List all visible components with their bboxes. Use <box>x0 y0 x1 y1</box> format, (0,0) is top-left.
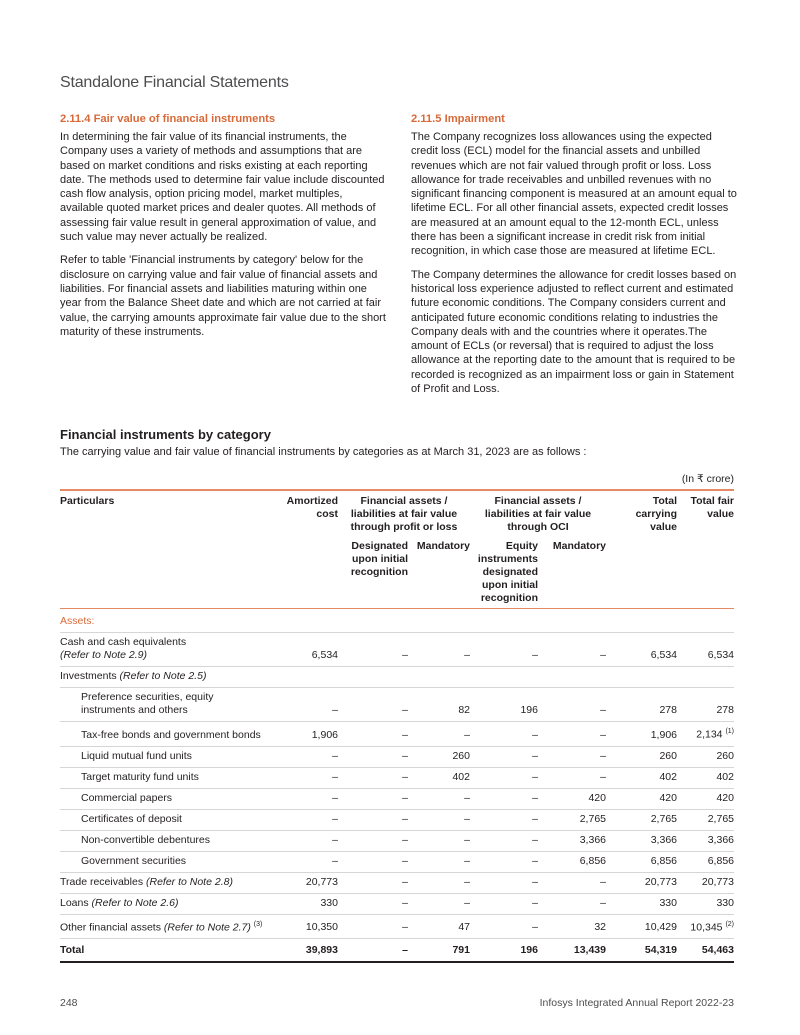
row-value-text: 278 <box>659 704 677 716</box>
row-value <box>408 788 470 809</box>
row-note: (Refer to Note 2.8) <box>146 875 233 888</box>
row-value <box>677 688 734 722</box>
row-label-text: Non-convertible debentures <box>81 833 210 846</box>
header-mandatory-2: Mandatory <box>538 540 606 609</box>
row-value <box>338 688 408 722</box>
row-value-text: 10,429 <box>644 921 677 933</box>
table-row <box>60 788 734 809</box>
row-value-text: 20,773 <box>644 875 677 888</box>
row-value-text: – <box>332 812 338 825</box>
row-value-text: – <box>332 791 338 804</box>
row-value <box>606 788 677 809</box>
row-label-text: Government securities <box>81 854 187 867</box>
row-value-text: – <box>532 812 538 825</box>
row-value <box>677 746 734 767</box>
row-value-text: 2,134 <box>696 728 723 741</box>
row-value-text: – <box>332 770 338 783</box>
row-value <box>606 893 677 914</box>
header-fvtpl: Financial assets / liabilities at fair value through profit or loss <box>350 495 458 533</box>
row-value-text: 2,765 <box>579 812 606 825</box>
row-value-text: – <box>402 896 408 909</box>
row-value-text: – <box>464 896 470 909</box>
row-label-text: Certificates of deposit <box>81 812 182 825</box>
row-value-text: 1,906 <box>311 728 338 741</box>
table-row <box>60 688 734 722</box>
table-subtitle: The carrying value and fair value of financial instruments by categories as at March 31, 2023 are as follows : <box>60 446 587 458</box>
total-value: 791 <box>408 939 470 963</box>
row-label-text: Commercial papers <box>81 791 173 804</box>
row-value-text: – <box>600 704 606 716</box>
row-value-text: – <box>464 833 470 846</box>
row-value <box>470 767 538 788</box>
row-value <box>677 851 734 872</box>
table-row <box>60 872 734 893</box>
row-value-text: – <box>332 833 338 846</box>
total-label: Total <box>60 939 282 963</box>
row-value-text: 10,345 <box>690 921 723 933</box>
row-value-text: – <box>532 770 538 783</box>
row-label-text: Tax-free bonds and government bonds <box>81 728 261 741</box>
row-value-text: 420 <box>659 791 677 804</box>
row-label <box>60 893 282 914</box>
row-value-text: – <box>402 854 408 867</box>
unit-label: (In ₹ crore) <box>681 473 734 485</box>
row-label-text: Preference securities, equity instruments and others <box>81 691 214 716</box>
row-label <box>60 633 282 667</box>
table-row <box>60 722 734 747</box>
row-value-text: – <box>464 791 470 804</box>
table-row <box>60 914 734 939</box>
total-value: 54,319 <box>606 939 677 963</box>
row-value <box>470 722 538 747</box>
row-value <box>677 722 734 747</box>
row-value <box>470 830 538 851</box>
row-value-text: – <box>532 649 538 661</box>
impairment-heading: 2.11.5 Impairment <box>411 113 505 125</box>
row-value-text: – <box>532 791 538 804</box>
row-value-text: – <box>464 728 470 741</box>
row-note: (Refer to Note 2.9) <box>60 649 147 661</box>
row-value <box>677 809 734 830</box>
total-value: 39,893 <box>282 939 338 963</box>
row-value-text: – <box>532 875 538 888</box>
row-value-text: 47 <box>458 921 470 933</box>
row-value <box>282 788 338 809</box>
row-value <box>338 809 408 830</box>
row-value <box>606 767 677 788</box>
row-value <box>470 788 538 809</box>
total-value: – <box>338 939 408 963</box>
row-value <box>606 722 677 747</box>
header-total-fair: Total fair value <box>690 495 734 520</box>
row-value-text: – <box>402 921 408 933</box>
row-value <box>677 767 734 788</box>
row-value <box>408 872 470 893</box>
row-value-text: 278 <box>716 704 734 716</box>
row-value-text: 260 <box>716 749 734 762</box>
row-value <box>338 830 408 851</box>
header-blank-4 <box>677 540 734 609</box>
row-value-text: 6,856 <box>707 854 734 867</box>
row-label-text: Trade receivables <box>60 875 144 888</box>
row-value-text: 32 <box>594 921 606 933</box>
row-label-text: Loans <box>60 896 89 909</box>
row-value-text: – <box>402 649 408 661</box>
row-value-text: 402 <box>716 770 734 783</box>
row-value <box>538 633 606 667</box>
row-value-text: 6,534 <box>707 649 734 661</box>
row-value <box>408 767 470 788</box>
row-value <box>470 851 538 872</box>
header-particulars: Particulars <box>60 495 115 507</box>
row-label-text: Cash and cash equivalents <box>60 636 187 648</box>
row-note: (Refer to Note 2.5) <box>119 670 207 682</box>
fair-value-section <box>60 113 386 348</box>
row-label <box>60 830 282 851</box>
row-label-text: Other financial assets <box>60 921 161 933</box>
row-value <box>677 914 734 939</box>
row-value <box>606 809 677 830</box>
row-value-text: 1,906 <box>650 728 677 741</box>
row-value-text: 20,773 <box>305 875 338 888</box>
row-value-text: – <box>332 854 338 867</box>
row-value <box>282 722 338 747</box>
header-designated: Designated upon initial recognition <box>338 540 408 609</box>
table-row <box>60 809 734 830</box>
row-label <box>60 851 282 872</box>
row-value <box>338 788 408 809</box>
header-equity-designated: Equity instruments designated upon initial recognition <box>470 540 538 609</box>
row-value <box>282 746 338 767</box>
row-value-text: 2,765 <box>650 812 677 825</box>
header-amortized-cost: Amortized cost <box>286 495 338 520</box>
row-value-text: – <box>464 875 470 888</box>
row-value <box>408 893 470 914</box>
row-value-text: 330 <box>659 896 677 909</box>
row-value-text: 2,765 <box>707 812 734 825</box>
row-value-text: 6,534 <box>650 649 677 661</box>
row-value <box>282 767 338 788</box>
total-value: 54,463 <box>677 939 734 963</box>
row-value-text: – <box>464 854 470 867</box>
row-value-text: 3,366 <box>650 833 677 846</box>
table-row <box>60 667 734 688</box>
row-value-text: 3,366 <box>707 833 734 846</box>
row-value <box>538 688 606 722</box>
row-value-text: – <box>402 749 408 762</box>
row-value <box>677 893 734 914</box>
row-value-text: – <box>532 728 538 741</box>
row-value <box>282 830 338 851</box>
row-value <box>538 767 606 788</box>
row-value <box>338 722 408 747</box>
row-value <box>338 633 408 667</box>
total-value: 196 <box>470 939 538 963</box>
row-value-text: – <box>532 854 538 867</box>
row-value <box>282 633 338 667</box>
row-value <box>470 872 538 893</box>
row-value <box>408 746 470 767</box>
header-mandatory-1: Mandatory <box>408 540 470 609</box>
table-title: Financial instruments by category <box>60 427 271 442</box>
row-value-text: 20,773 <box>701 875 734 888</box>
header-blank-1 <box>60 540 282 609</box>
row-footnote-marker: (3) <box>253 920 263 928</box>
row-value-text: – <box>600 875 606 888</box>
row-value <box>606 851 677 872</box>
row-value <box>538 893 606 914</box>
value-footnote-marker: (2) <box>725 920 734 928</box>
row-value <box>408 633 470 667</box>
row-value <box>470 809 538 830</box>
row-value-text: – <box>332 749 338 762</box>
row-label <box>60 667 734 688</box>
row-value-text: – <box>402 791 408 804</box>
header-total-carrying: Total carrying value <box>635 495 677 533</box>
row-value <box>538 830 606 851</box>
row-label-text: Target maturity fund units <box>81 770 199 783</box>
row-value-text: 10,350 <box>305 921 338 933</box>
row-value <box>606 830 677 851</box>
row-value <box>282 914 338 939</box>
row-value-text: 6,856 <box>579 854 606 867</box>
table-row <box>60 633 734 667</box>
row-label <box>60 722 282 747</box>
row-value <box>282 872 338 893</box>
fair-value-paragraph-1: In determining the fair value of its financial instruments, the Company uses a variety of methods and assumptions that are based on market conditions and risks existing at each reporting date. The methods used to determine fair value include discounted cash flow analysis, option pricing model, market multiples, available quoted market prices and dealer quotes. All methods of assessing fair value result in general approximation of value, and such value may never actually be realized. <box>60 131 385 244</box>
row-value <box>470 746 538 767</box>
row-value <box>282 851 338 872</box>
impairment-paragraph-2: The Company determines the allowance for credit losses based on historical loss experience adjusted to reflect current and estimated future economic conditions. The Company considers current and anticipated future economic conditions relating to industries the Company deals with and the countries where it operates.The amount of ECLs (or reversal) that is required to adjust the loss allowance at the reporting date to the amount that is required to be recorded is recognized as an impairment loss or gain in Statement of Profit and Loss. <box>411 268 737 396</box>
row-value <box>338 893 408 914</box>
total-value: 13,439 <box>538 939 606 963</box>
row-value <box>538 746 606 767</box>
row-value <box>606 872 677 893</box>
row-value <box>470 633 538 667</box>
header-blank-3 <box>606 540 677 609</box>
row-value-text: 6,534 <box>311 649 338 661</box>
row-value-text: – <box>532 896 538 909</box>
row-label <box>60 767 282 788</box>
row-value-text: 6,856 <box>650 854 677 867</box>
value-footnote-marker: (1) <box>725 728 734 735</box>
row-value-text: – <box>532 833 538 846</box>
row-value-text: – <box>600 749 606 762</box>
row-value <box>606 633 677 667</box>
row-value <box>338 746 408 767</box>
row-value-text: 3,366 <box>579 833 606 846</box>
page-number: 248 <box>60 997 78 1009</box>
table-row <box>60 767 734 788</box>
row-value-text: – <box>402 728 408 741</box>
row-value <box>282 688 338 722</box>
table-row <box>60 893 734 914</box>
total-row <box>60 939 734 963</box>
impairment-paragraph-1: The Company recognizes loss allowances using the expected credit loss (ECL) model for the financial assets and unbilled revenues which are not fair valued through profit or loss. Loss allowance for trade receivables and unbilled revenues with no significant financing component is measured at an amount equal to lifetime ECL. For all other financial assets, expected credit losses are measured at an amount equal to the 12-month ECL, unless there has been a significant increase in credit risk from initial recognition, in which case those are measured at lifetime ECL. <box>411 131 737 258</box>
row-value <box>338 851 408 872</box>
report-title: Infosys Integrated Annual Report 2022-23 <box>539 997 734 1009</box>
row-value <box>408 809 470 830</box>
row-value <box>408 851 470 872</box>
row-value <box>538 872 606 893</box>
financial-instruments-table <box>60 491 734 963</box>
row-value <box>338 914 408 939</box>
row-value-text: 82 <box>458 704 470 716</box>
row-value <box>338 767 408 788</box>
row-value <box>408 914 470 939</box>
row-label-text: Liquid mutual fund units <box>81 749 192 762</box>
row-note: (Refer to Note 2.6) <box>91 896 179 909</box>
row-value-text: 196 <box>520 704 538 716</box>
row-value-text: – <box>464 649 470 661</box>
row-value <box>538 851 606 872</box>
table-row <box>60 746 734 767</box>
row-value-text: – <box>464 812 470 825</box>
row-value-text: – <box>332 704 338 716</box>
row-value-text: – <box>600 896 606 909</box>
row-label <box>60 809 282 830</box>
table-row <box>60 830 734 851</box>
row-value <box>677 633 734 667</box>
row-value <box>408 830 470 851</box>
row-value <box>538 788 606 809</box>
row-value-text: – <box>402 770 408 783</box>
row-value <box>677 788 734 809</box>
row-value <box>677 830 734 851</box>
fair-value-heading: 2.11.4 Fair value of financial instruments <box>60 113 276 125</box>
row-value <box>538 809 606 830</box>
row-value <box>677 872 734 893</box>
row-value-text: – <box>600 728 606 741</box>
row-value-text: 330 <box>320 896 338 909</box>
row-label-text: Investments <box>60 670 117 682</box>
row-value-text: 420 <box>716 791 734 804</box>
header-fvoci: Financial assets / liabilities at fair value through OCI <box>484 495 592 533</box>
row-value-text: – <box>532 921 538 933</box>
row-value <box>470 688 538 722</box>
assets-row <box>60 609 734 633</box>
header-blank-2 <box>282 540 338 609</box>
row-value-text: – <box>402 833 408 846</box>
row-label <box>60 688 282 722</box>
row-value-text: – <box>532 749 538 762</box>
row-value <box>470 893 538 914</box>
row-label <box>60 788 282 809</box>
row-label <box>60 872 282 893</box>
row-value <box>606 688 677 722</box>
row-value-text: 260 <box>452 749 470 762</box>
row-value <box>338 872 408 893</box>
row-value <box>408 722 470 747</box>
impairment-section <box>411 113 737 405</box>
row-value-text: – <box>600 649 606 661</box>
fair-value-paragraph-2: Refer to table 'Financial instruments by category' below for the disclosure on carrying value and fair value of financial assets and liabilities. For financial assets and liabilities maturing within one year from the Balance Sheet date and which are not carried at fair value, the carrying amounts approximate fair value due to the short maturity of these instruments. <box>60 254 386 338</box>
row-value <box>408 688 470 722</box>
row-value-text: – <box>402 875 408 888</box>
row-label <box>60 746 282 767</box>
row-value-text: 420 <box>588 791 606 804</box>
row-value-text: 402 <box>452 770 470 783</box>
row-value-text: 260 <box>659 749 677 762</box>
table-row <box>60 851 734 872</box>
row-value <box>606 914 677 939</box>
row-value <box>606 746 677 767</box>
row-value-text: – <box>402 704 408 716</box>
assets-label: Assets: <box>60 609 734 633</box>
row-label <box>60 914 282 939</box>
row-value <box>282 893 338 914</box>
section-title: Standalone Financial Statements <box>60 74 289 91</box>
row-value-text: – <box>600 770 606 783</box>
row-value <box>538 914 606 939</box>
row-value <box>538 722 606 747</box>
row-value-text: – <box>402 812 408 825</box>
row-value-text: 330 <box>716 896 734 909</box>
row-note: (Refer to Note 2.7) <box>163 921 251 933</box>
row-value-text: 402 <box>659 770 677 783</box>
row-value <box>470 914 538 939</box>
row-value <box>282 809 338 830</box>
